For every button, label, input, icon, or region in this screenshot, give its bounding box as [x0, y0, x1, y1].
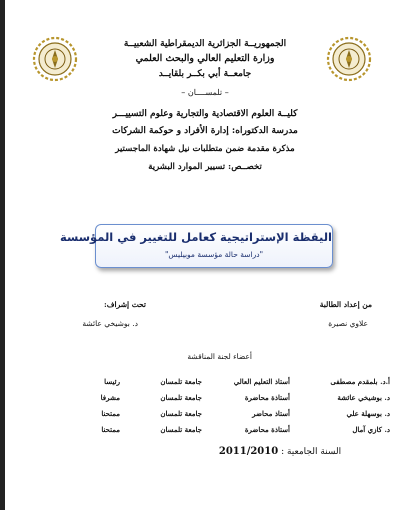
university-name: جامعــة أبي بكــر بلقايــد	[158, 69, 252, 79]
university-emblem-left	[32, 36, 78, 82]
academic-year	[150, 446, 410, 457]
supervisor-name: د. بوشيخي عائشة	[82, 319, 138, 328]
academic-year-label: السنة الجامعية :	[281, 447, 342, 457]
member-role: رئيسا	[104, 377, 120, 386]
member-role: ممتحنا	[101, 409, 120, 418]
thesis-purpose: مذكرة مقدمة ضمن متطلبات نيل شهادة الماجستير	[115, 144, 295, 154]
specialization: تخصــص: تسيير الموارد البشرية	[148, 162, 262, 172]
thesis-title: اليقظة الإستراتيجية كعامل للتغيير في المؤسسة	[60, 230, 332, 244]
member-name: د. كازي آمال	[352, 425, 390, 434]
thesis-subtitle: "دراسة حالة مؤسسة موبيليس"	[164, 250, 264, 259]
member-university: جامعة تلمسان	[160, 393, 202, 402]
city-name: – تلمســــان –	[181, 88, 229, 97]
member-name: د. بوسهلة علي	[346, 409, 390, 418]
member-university: جامعة تلمسان	[160, 409, 202, 418]
ministry-name: وزارة التعليم العالي والبحث العلمي	[135, 53, 275, 64]
member-university: جامعة تلمسان	[160, 377, 202, 386]
faculty-name: كليــة العلوم الاقتصادية والتجارية وعلوم التسييـــر	[112, 109, 298, 119]
member-name: د. بوشيخي عائشة	[337, 393, 390, 402]
doctoral-school: مدرسة الدكتوراه: إدارة الأفراد و حوكمة الشركات	[112, 126, 298, 136]
republic-name: الجمهوريــة الجزائرية الديمقراطية الشعبيــة	[123, 39, 287, 49]
member-rank: أستاذ محاضر	[252, 409, 290, 418]
committee-heading: أعضاء لجنة المناقشة	[187, 352, 252, 361]
member-rank: أستاذ التعليم العالي	[233, 377, 290, 386]
member-university: جامعة تلمسان	[160, 425, 202, 434]
member-role: مشرفا	[100, 393, 120, 402]
student-label: من إعداد الطالبة	[319, 300, 372, 309]
student-name: علاوي نصيرة	[328, 319, 368, 328]
member-rank: أستاذة محاضرة	[244, 393, 290, 402]
thesis-title-box	[60, 224, 333, 268]
supervisor-label: تحت إشراف:	[103, 300, 146, 309]
academic-year-value: 2011/2010	[218, 446, 279, 457]
university-emblem-right	[326, 36, 372, 82]
page-edge-shadow	[0, 0, 5, 510]
member-role: ممتحنا	[101, 425, 120, 434]
member-name: أ.د. بلمقدم مصطفى	[330, 377, 390, 386]
member-rank: أستاذة محاضرة	[244, 425, 290, 434]
